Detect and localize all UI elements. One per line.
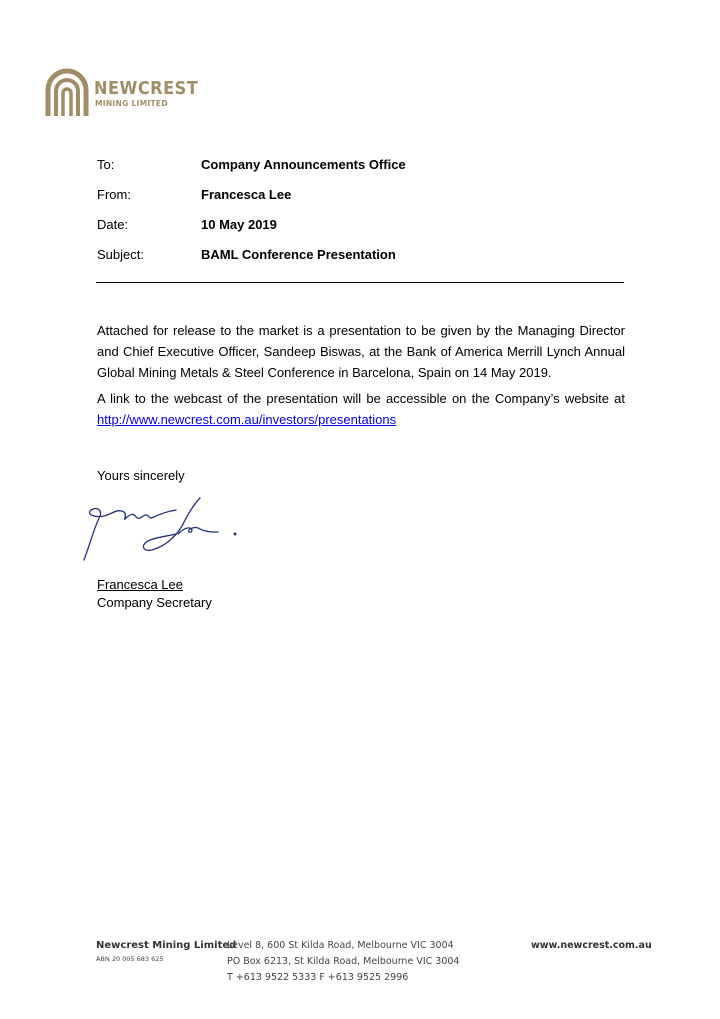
to-value: Company Announcements Office <box>201 157 406 172</box>
from-value: Francesca Lee <box>201 187 292 202</box>
subject-value: BAML Conference Presentation <box>201 247 396 262</box>
signature-icon <box>78 494 248 564</box>
company-logo <box>44 66 199 118</box>
newcrest-logo-icon <box>44 66 92 118</box>
logo-subtitle: MINING LIMITED <box>95 99 168 108</box>
closing-salutation: Yours sincerely <box>97 468 185 483</box>
body-paragraph-2-text: A link to the webcast of the presentation will be accessible on the Company’s website at <box>97 391 625 406</box>
footer-company: Newcrest Mining Limited <box>96 940 237 951</box>
to-label: To: <box>97 157 115 172</box>
footer-address-line-3: T +613 9522 5333 F +613 9525 2996 <box>227 972 409 983</box>
body-paragraph-1: Attached for release to the market is a presentation to be given by the Managing Director and Chief Executive Officer, Sandeep Biswas, at the Bank of America Merrill Lynch Annual Global Mining Metals & Steel Conference in Barcelona, Spain on 14 May 2019. <box>97 323 625 380</box>
footer-address-line-2: PO Box 6213, St Kilda Road, Melbourne VIC 3004 <box>227 956 460 967</box>
date-label: Date: <box>97 217 129 232</box>
footer-website: www.newcrest.com.au <box>531 940 652 951</box>
signer-name: Francesca Lee <box>97 577 183 592</box>
logo-wordmark: NEWCREST <box>94 78 199 99</box>
signature <box>78 494 248 569</box>
subject-label: Subject: <box>97 247 144 262</box>
from-label: From: <box>97 187 131 202</box>
header-divider <box>96 282 624 283</box>
footer-address-line-1: Level 8, 600 St Kilda Road, Melbourne VIC 3004 <box>227 940 454 951</box>
signer-block <box>97 576 212 612</box>
body-paragraph-2 <box>97 388 625 430</box>
signer-title: Company Secretary <box>97 595 212 610</box>
presentations-link[interactable]: http://www.newcrest.com.au/investors/presentations <box>97 412 397 427</box>
footer-abn: ABN 20 005 683 625 <box>96 955 164 963</box>
date-value: 10 May 2019 <box>201 217 277 232</box>
